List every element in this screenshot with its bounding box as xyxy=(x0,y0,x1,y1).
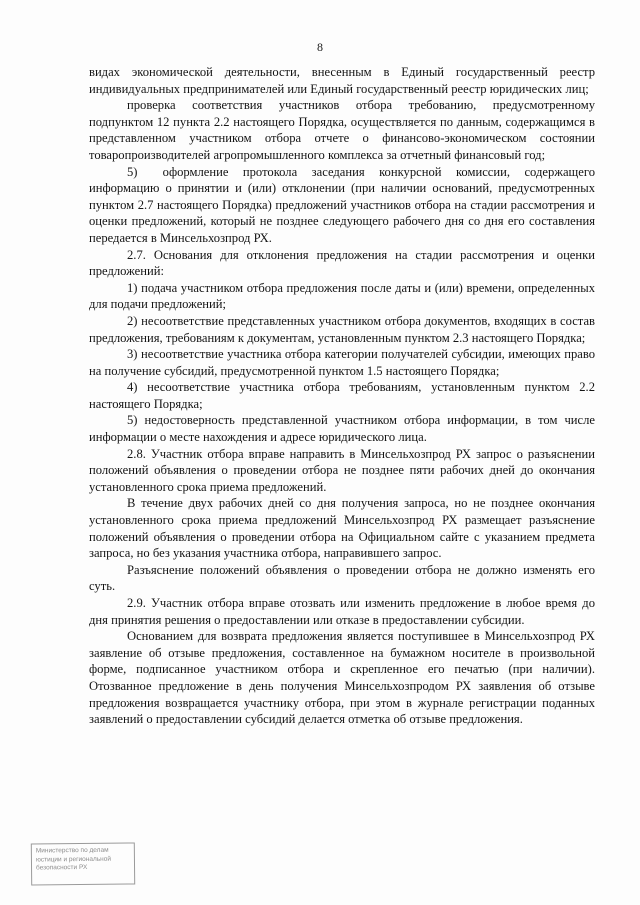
paragraph: Разъяснение положений объявления о проведении отбора не должно изменять его суть. xyxy=(89,562,595,594)
registration-stamp xyxy=(31,842,135,885)
paragraph: 3) несоответствие участника отбора категории получателей субсидии, имеющих право на получение субсидий, предусмотренной пунктом 1.5 настоящего Порядка; xyxy=(89,347,595,378)
page-number: 8 xyxy=(317,40,323,54)
paragraph: 1) подача участником отбора предложения после даты и (или) времени, определенных для подачи предложений; xyxy=(89,280,595,312)
paragraph: 4) несоответствие участника отбора требованиям, установленным пунктом 2.2 настоящего Порядка; xyxy=(89,380,595,411)
paragraph: 2.7. Основания для отклонения предложения на стадии рассмотрения и оценки предложений: xyxy=(89,247,595,279)
paragraph: В течение двух рабочих дней со дня получения запроса, но не позднее окончания установленного срока приема предложений Минсельхозпрод РХ размещает разъяснение положений объявления о проведении отбора на Официальном сайте с указанием предмета запроса, но без указания участника отбора, направившего запрос. xyxy=(89,496,595,561)
stamp-line: безопасности РХ xyxy=(36,863,88,872)
stamp-line: Министерство по делам xyxy=(35,846,109,855)
paragraph: 2.9. Участник отбора вправе отозвать или изменить предложение в любое время до дня принятия решения о предоставлении или отказе в предоставлении субсидии. xyxy=(89,596,595,627)
paragraph: проверка соответствия участников отбора требованию, предусмотренному подпунктом 12 пункта 2.2 настоящего Порядка, осуществляется по данным, содержащимся в представленном участником отбора отчете о финансово-экономическом состоянии товаропроизводителей агропромышленного комплекса за отчетный финансовый год; xyxy=(89,98,595,162)
paragraph: 5) недостоверность представленной участником отбора информации, в том числе информации о месте нахождения и адресе юридического лица. xyxy=(89,413,595,445)
paragraph: 2.8. Участник отбора вправе направить в Минсельхозпрод РХ запрос о разъяснении положений объявления о проведении отбора не позднее пяти рабочих дней до окончания установленного срока приема предложений. xyxy=(89,446,595,494)
paragraph: Основанием для возврата предложения является поступившее в Минсельхозпрод РХ заявление об отзыве предложения, составленное на бумажном носителе в произвольной форме, подписанное участником отбора и скрепленное его печатью (при наличии). Отозванное предложение в день получения Минсельхозпродом РХ заявления об отзыве предложения возвращается участнику отбора, при этом в журнале регистрации поданных заявлений о предоставлении субсидий делается отметка об отзыве предложения. xyxy=(89,629,595,727)
paragraph: видах экономической деятельности, внесенным в Единый государственный реестр индивидуальных предпринимателей или Единый государственный реестр юридических лиц; xyxy=(89,65,595,96)
document-body xyxy=(89,64,595,728)
paragraph: 5) оформление протокола заседания конкурсной комиссии, содержащего информацию о принятии и (или) отклонении (при наличии оснований, предусмотренных пунктом 2.7 настоящего Порядка) предложений участников отбора на стадии рассмотрения и оценки предложений, который не позднее следующего рабочего дня со дня его составления передается в Минсельхозпрод РХ. xyxy=(89,164,595,245)
paragraph: 2) несоответствие представленных участником отбора документов, входящих в состав предложения, требованиям к документам, установленным пунктом 2.3 настоящего Порядка; xyxy=(89,313,595,345)
stamp-line: юстиции и региональной xyxy=(35,855,112,863)
